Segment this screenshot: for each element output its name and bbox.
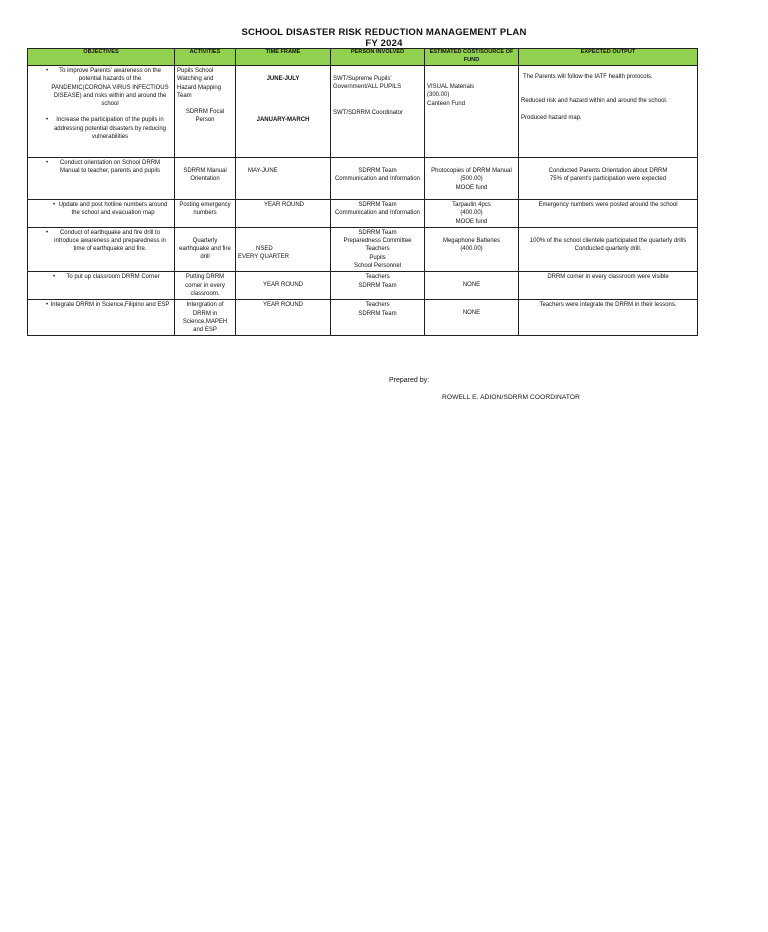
cost-text: MOOE fund <box>455 218 488 225</box>
time-frame-text: NSED <box>256 245 273 252</box>
cell-activities <box>175 200 236 228</box>
title-line-1: SCHOOL DISASTER RISK REDUCTION MANAGEMENT PLAN <box>241 27 527 38</box>
person-text: Preparedness Committee <box>343 238 412 245</box>
cell-activities <box>175 300 236 336</box>
title-line-2: FY 2024 <box>365 38 403 49</box>
table-row <box>28 200 698 228</box>
header-activities: ACTIVITIES <box>175 49 236 66</box>
objective-text: To put up classroom DRRM Corner <box>66 274 160 281</box>
cell-person-involved <box>331 300 425 336</box>
table-row <box>28 158 698 200</box>
header-expected-output: EXPECTED OUTPUT <box>519 49 698 66</box>
time-frame-text: YEAR ROUND <box>264 202 305 208</box>
activity-text: SDRRM Focal Person <box>185 109 225 124</box>
time-frame-text: YEAR ROUND <box>262 302 303 309</box>
person-text: SDRRM Team <box>358 282 397 289</box>
cell-estimated-cost <box>425 300 519 336</box>
bullet-icon: • <box>46 68 49 74</box>
time-frame-text: YEAR ROUND <box>262 282 303 289</box>
time-frame-text: EVERY QUARTER <box>238 254 290 261</box>
output-text: 100% of the school clientele participated the quarterly drills <box>529 237 687 244</box>
cost-text: (300.00) <box>427 92 450 99</box>
cell-time-frame <box>236 227 331 271</box>
cell-activities <box>175 227 236 271</box>
cost-text: Tarpaulin 4pcs <box>452 202 491 208</box>
time-frame-text: JUNE-JULY <box>266 76 300 82</box>
objective-text: Increase the participation of the pupils in addressing potential disasters by reducing vulnerabilities <box>53 117 167 141</box>
cost-text: (400.00) <box>460 246 483 253</box>
cell-time-frame <box>236 200 331 228</box>
cell-objectives <box>28 227 175 271</box>
person-text: SDRRM Team <box>358 202 397 208</box>
bullet-icon: • <box>46 302 49 309</box>
cell-time-frame <box>236 300 331 336</box>
table-row <box>28 227 698 271</box>
person-text: Communication and Information <box>334 176 421 183</box>
person-text: SDRRM Team <box>358 310 397 317</box>
activity-text: Posting emergency numbers <box>179 202 231 217</box>
cell-activities <box>175 272 236 300</box>
cell-expected-output <box>519 300 698 336</box>
output-text: DRRM corner in every classroom were visible <box>547 274 669 281</box>
cost-text: NONE <box>462 310 481 317</box>
person-text: SWT/Supreme Pupils' Government/ALL PUPILS <box>333 76 402 91</box>
objective-text: Conduct orientation on School DRRM Manual to teacher, parents and pupils <box>59 160 161 175</box>
cell-person-involved <box>331 66 425 158</box>
activity-text: SDRRM Manual Orientation <box>183 168 227 183</box>
prepared-by-label: Prepared by: <box>389 377 430 384</box>
output-text: 75% of parent's participation were expected <box>549 176 667 183</box>
cost-text: Canteen Fund <box>427 100 466 107</box>
person-text: SWT/SDRRM Coordinator <box>333 109 404 116</box>
list-item <box>30 159 172 176</box>
activity-text: Pupils School Watching and Hazard Mapping Team <box>177 68 222 99</box>
cell-estimated-cost <box>425 272 519 300</box>
person-text: Communication and Information <box>334 210 421 217</box>
drrm-plan-table <box>27 48 698 336</box>
cell-objectives <box>28 158 175 200</box>
objective-text: Update and post hotline numbers around the school and evacuation map <box>58 202 168 217</box>
list-item <box>30 67 172 108</box>
output-text: The Parents will follow the IATF health protocols. <box>523 74 653 80</box>
cell-expected-output <box>519 272 698 300</box>
cell-time-frame <box>236 272 331 300</box>
cell-activities <box>175 66 236 158</box>
person-text: SDRRM Team <box>358 168 397 174</box>
person-text: Teachers <box>365 274 390 281</box>
cell-objectives <box>28 66 175 158</box>
preparer-name: ROWELL E. ADION/SDRRM COORDINATOR <box>442 394 580 401</box>
cell-estimated-cost <box>425 200 519 228</box>
cell-estimated-cost <box>425 227 519 271</box>
list-item <box>30 116 172 141</box>
cell-objectives <box>28 200 175 228</box>
cell-person-involved <box>331 227 425 271</box>
cost-text: NONE <box>462 282 481 289</box>
person-text: Pupils <box>369 254 386 261</box>
cost-text: Megaphone Batteries <box>442 237 501 244</box>
list-item <box>30 273 172 281</box>
person-text: School Personnel <box>353 263 402 270</box>
cost-text: (400.00) <box>460 210 483 217</box>
cell-estimated-cost <box>425 158 519 200</box>
bullet-icon: • <box>46 117 49 124</box>
activity-text: Intergration of DRRM in Science,MAPEH and ESP <box>182 302 228 334</box>
table-row <box>28 300 698 336</box>
cell-expected-output <box>519 227 698 271</box>
cost-text: VISUAL Materials <box>427 84 475 90</box>
activity-text: Putting DRRM corner in every classroom. <box>185 274 225 297</box>
cell-person-involved <box>331 200 425 228</box>
header-estimated-cost: ESTIMATED COST/SOURCE OF FUND <box>425 49 519 66</box>
cost-text: MOOE fund <box>455 184 488 191</box>
activity-text: Quarterly earthquake and fire drill <box>179 237 231 261</box>
output-text: Conducted Parents Orientation about DRRM <box>548 168 668 174</box>
table-header-row <box>28 49 698 66</box>
cell-expected-output <box>519 158 698 200</box>
output-text: Teachers were integrate the DRRM in their lessons. <box>539 302 677 309</box>
time-frame-text: MAY-JUNE <box>248 168 278 174</box>
cell-activities <box>175 158 236 200</box>
list-item <box>30 301 172 309</box>
time-frame-text: JANUARY-MARCH <box>256 117 310 124</box>
list-item <box>30 229 172 254</box>
output-text: Emergency numbers were posted around the school <box>538 202 678 208</box>
list-item <box>30 201 172 218</box>
person-text: SDRRM Team <box>358 229 397 236</box>
cost-text: Photocopies of DRRM Manual <box>431 168 512 174</box>
output-text: Conducted quarterly drill. <box>574 246 642 253</box>
document-title <box>0 27 768 49</box>
table-row <box>28 66 698 158</box>
cell-objectives <box>28 300 175 336</box>
cell-time-frame <box>236 66 331 158</box>
objective-text: Conduct of earthquake and fire drill to introduce awareness and preparedness in time of earthquake and fire. <box>54 229 166 253</box>
bullet-icon: • <box>46 160 49 166</box>
cost-text: (500.00) <box>460 176 483 183</box>
cell-person-involved <box>331 272 425 300</box>
objective-text: Integrate DRRM in Science,Filipino and ESP <box>50 302 170 309</box>
output-text: Reduced risk and hazard within and around the school. <box>521 98 668 105</box>
objective-text: To improve Parents' awareness on the potential hazards of the PANDEMIC(CORONA VIRUS INFECTIOUS DISEASE) and risks within and around the school <box>51 68 169 108</box>
bullet-icon: • <box>46 229 49 236</box>
header-time-frame: TIME FRAME <box>236 49 331 66</box>
table-row <box>28 272 698 300</box>
person-text: Teachers <box>365 246 390 253</box>
header-objectives: OBJECTIVES <box>28 49 175 66</box>
output-text: Produced hazard map. <box>521 114 582 121</box>
bullet-icon: • <box>53 274 56 281</box>
header-person-involved: PERSON INVOLVED <box>331 49 425 66</box>
bullet-icon: • <box>53 202 56 208</box>
cell-expected-output <box>519 66 698 158</box>
cell-objectives <box>28 272 175 300</box>
person-text: Teachers <box>365 302 390 309</box>
cell-expected-output <box>519 200 698 228</box>
cell-estimated-cost <box>425 66 519 158</box>
cell-time-frame <box>236 158 331 200</box>
cell-person-involved <box>331 158 425 200</box>
